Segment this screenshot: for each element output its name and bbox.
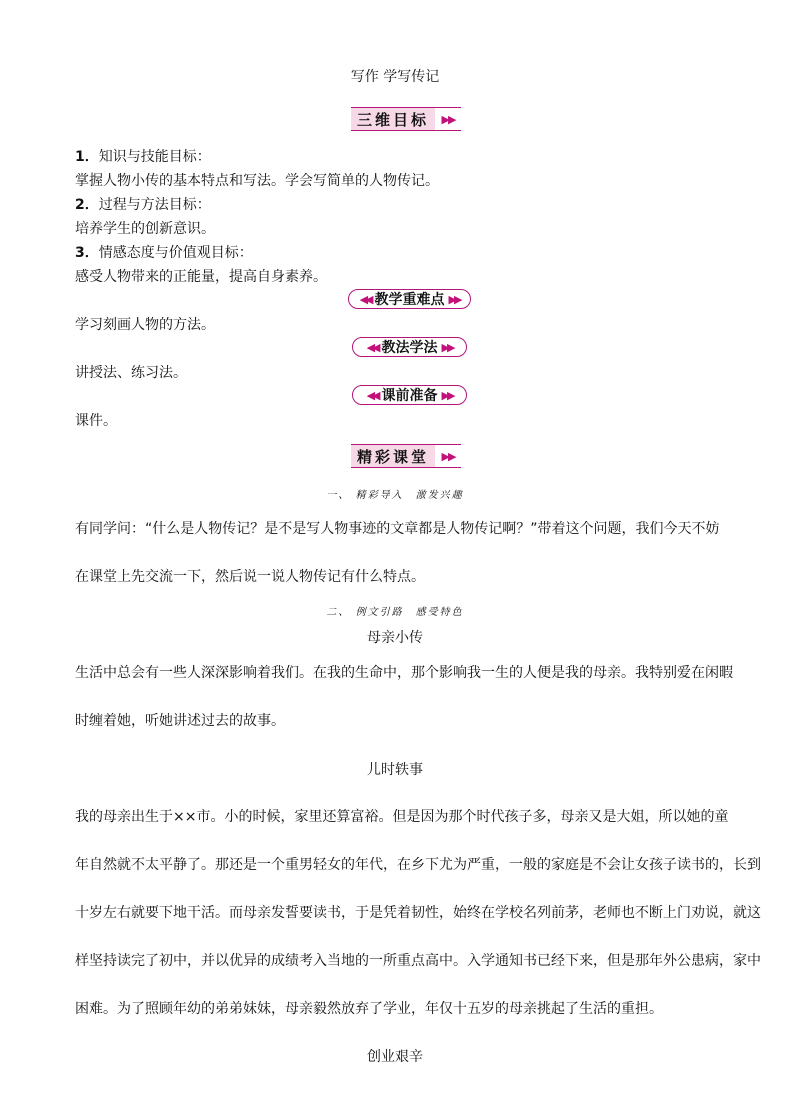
key-points-text: 学习刻画人物的方法。 xyxy=(75,317,215,333)
left-arrow-icon: ◀◀ xyxy=(359,292,371,306)
prep-text: 课件。 xyxy=(75,413,117,429)
section-header-goals xyxy=(351,107,461,131)
essay-intro-line-2: 时缠着她，听她讲述过去的故事。 xyxy=(75,713,285,729)
double-arrow-icon: ▶▶ xyxy=(441,112,455,126)
document-title: 写作 学写传记 xyxy=(350,69,440,85)
section-header-label: 精彩课堂 xyxy=(351,445,435,467)
goal-3-text: 感受人物带来的正能量，提高自身素养。 xyxy=(75,269,327,285)
left-arrow-icon: ◀◀ xyxy=(366,388,378,402)
methods-text: 讲授法、练习法。 xyxy=(75,365,187,381)
essay-para-line-5: 困难。为了照顾年幼的弟弟妹妹，母亲毅然放弃了学业，年仅十五岁的母亲挑起了生活的重担。 xyxy=(75,1001,663,1017)
right-arrow-icon: ▶▶ xyxy=(441,388,453,402)
part2-heading: 二、 例文引路 感受特色 xyxy=(326,607,464,618)
essay-para-line-1: 我的母亲出生于××市。小的时候，家里还算富裕。但是因为那个时代孩子多，母亲又是大姐，所以她的童 xyxy=(75,809,729,825)
section-header-methods: ◀◀ 教法学法 ▶▶ xyxy=(352,337,467,357)
right-arrow-icon: ▶▶ xyxy=(448,292,460,306)
essay-para-line-4: 样坚持读完了初中，并以优异的成绩考入当地的一所重点高中。入学通知书已经下来，但是那年外公患病，家中 xyxy=(75,953,761,969)
essay-subheading-2: 创业艰辛 xyxy=(367,1049,423,1065)
essay-para-line-3: 十岁左右就要下地干活。而母亲发誓要读书，于是凭着韧性，始终在学校名列前茅，老师也不断上门劝说，就这 xyxy=(75,905,761,921)
essay-para-line-2: 年自然就不太平静了。那还是一个重男轻女的年代，在乡下尤为严重，一般的家庭是不会让女孩子读书的，长到 xyxy=(75,857,761,873)
goal-3-label: 3．情感态度与价值观目标： xyxy=(75,245,253,261)
part1-line-1: 有同学问：“什么是人物传记？是不是写人物事迹的文章都是人物传记啊？”带着这个问题，我们今天不妨 xyxy=(75,521,720,537)
section-header-class xyxy=(351,444,461,468)
part1-heading: 一、 精彩导入 激发兴趣 xyxy=(326,490,464,501)
goal-1-text: 掌握人物小传的基本特点和写法。学会写简单的人物传记。 xyxy=(75,173,439,189)
left-arrow-icon: ◀◀ xyxy=(366,340,378,354)
double-arrow-icon: ▶▶ xyxy=(441,449,455,463)
section-header-key-points: ◀◀ 教学重难点 ▶▶ xyxy=(348,289,471,309)
part1-line-2: 在课堂上先交流一下，然后说一说人物传记有什么特点。 xyxy=(75,569,425,585)
goal-2-label: 2．过程与方法目标： xyxy=(75,197,211,213)
essay-subheading-1: 儿时轶事 xyxy=(367,762,423,778)
essay-title: 母亲小传 xyxy=(367,630,423,646)
goal-2-text: 培养学生的创新意识。 xyxy=(75,221,215,237)
right-arrow-icon: ▶▶ xyxy=(441,340,453,354)
section-header-prep: ◀◀ 课前准备 ▶▶ xyxy=(352,385,467,405)
essay-intro-line-1: 生活中总会有一些人深深影响着我们。在我的生命中，那个影响我一生的人便是我的母亲。我特别爱在闲暇 xyxy=(75,665,733,681)
goal-1-label: 1．知识与技能目标： xyxy=(75,149,211,165)
section-header-label: 三维目标 xyxy=(351,108,435,130)
